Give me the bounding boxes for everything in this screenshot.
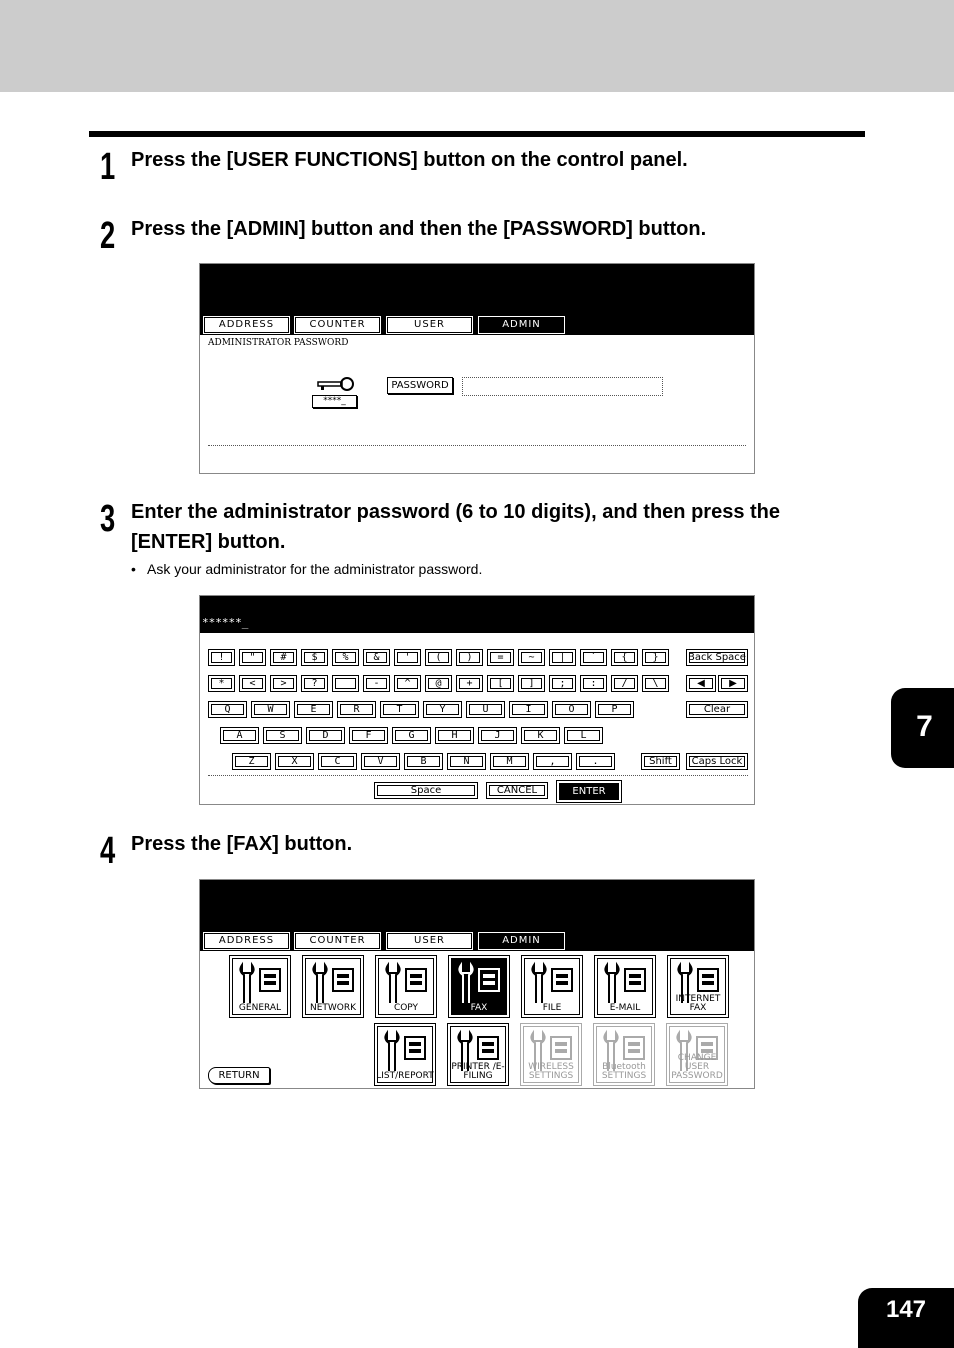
keyboard-key[interactable]: T xyxy=(380,701,419,718)
cancel-button[interactable]: CANCEL xyxy=(486,782,548,799)
printer-efiling-button-label: PRINTER /E-FILING xyxy=(451,1062,505,1081)
file-button[interactable] xyxy=(521,955,583,1018)
copy-button[interactable] xyxy=(375,955,437,1018)
general-button[interactable] xyxy=(229,955,291,1018)
copy-button-icon xyxy=(382,961,432,1003)
file-button-label: FILE xyxy=(542,1003,562,1013)
tab-admin[interactable]: ADMIN xyxy=(479,317,564,333)
keyboard-key[interactable]: X xyxy=(275,753,314,770)
arrow-left-key[interactable] xyxy=(686,675,716,692)
keyboard-key[interactable]: # xyxy=(270,649,297,666)
keyboard-key[interactable]: Y xyxy=(423,701,462,718)
keyboard-key[interactable]: ) xyxy=(456,649,483,666)
file-button-icon xyxy=(528,961,578,1003)
step-1-text: Press the [USER FUNCTIONS] button on the control panel. xyxy=(131,149,688,171)
keyboard-key[interactable]: Z xyxy=(232,753,271,770)
keyboard-key[interactable]: I xyxy=(509,701,548,718)
e-mail-button-label: E-MAIL xyxy=(609,1003,641,1013)
keyboard-key[interactable]: - xyxy=(363,675,390,692)
keyboard-key[interactable]: ; xyxy=(549,675,576,692)
network-button-icon xyxy=(309,961,359,1003)
key-icon xyxy=(316,376,356,396)
note xyxy=(131,561,482,577)
keyboard-key[interactable]: D xyxy=(306,727,345,744)
keyboard-key[interactable]: * xyxy=(208,675,235,692)
e-mail-button[interactable] xyxy=(594,955,656,1018)
password-entry-display: ******_ xyxy=(202,616,249,629)
keyboard-key[interactable]: H xyxy=(435,727,474,744)
keyboard-screen xyxy=(199,595,755,805)
keyboard-divider xyxy=(208,775,748,776)
step-4-text: Press the [FAX] button. xyxy=(131,833,353,855)
keyboard-key[interactable]: " xyxy=(239,649,266,666)
note-bullet: • xyxy=(131,561,136,577)
note-text: Ask your administrator for the administrator password. xyxy=(147,561,483,577)
keyboard-key[interactable]: Q xyxy=(208,701,247,718)
keyboard-key[interactable]: | xyxy=(549,649,576,666)
chapter-tab: 7 xyxy=(891,688,954,768)
list-report-button[interactable] xyxy=(374,1023,436,1086)
caps-lock-key[interactable]: Caps Lock xyxy=(686,753,748,770)
keyboard-key[interactable]: : xyxy=(580,675,607,692)
keyboard-key[interactable]: G xyxy=(392,727,431,744)
internet-fax-button-label: INTERNET FAX xyxy=(675,994,721,1013)
section-rule xyxy=(89,131,865,137)
wireless-settings-button xyxy=(520,1023,582,1086)
change-user-password-button-label: CHANGE USER PASSWORD xyxy=(671,1053,723,1081)
bluetooth-settings-button xyxy=(593,1023,655,1086)
tab-user[interactable]: USER xyxy=(387,933,472,949)
keyboard-key[interactable]: < xyxy=(239,675,266,692)
page-number: 147 xyxy=(858,1288,954,1348)
fax-button-label: FAX xyxy=(470,1003,488,1013)
bluetooth-settings-button-label: Bluetooth SETTINGS xyxy=(601,1062,647,1081)
keyboard-key[interactable]: O xyxy=(552,701,591,718)
keyboard-key[interactable]: P xyxy=(595,701,634,718)
input-display-bar xyxy=(200,596,754,633)
fax-button[interactable] xyxy=(448,955,510,1018)
keyboard-key[interactable]: $ xyxy=(301,649,328,666)
admin-password-screen xyxy=(199,263,755,474)
enter-button[interactable]: ENTER xyxy=(556,780,622,803)
e-mail-button-icon xyxy=(601,961,651,1003)
tab-counter[interactable]: COUNTER xyxy=(295,933,380,949)
network-button[interactable] xyxy=(302,955,364,1018)
keyboard-key[interactable]: K xyxy=(521,727,560,744)
keyboard-key[interactable]: N xyxy=(447,753,486,770)
password-button[interactable]: PASSWORD xyxy=(387,377,453,394)
keyboard-key[interactable]: E xyxy=(294,701,333,718)
keyboard-key[interactable]: M xyxy=(490,753,529,770)
keyboard-key[interactable]: L xyxy=(564,727,603,744)
step-3-number: 3 xyxy=(100,498,116,540)
keyboard-key[interactable]: ( xyxy=(425,649,452,666)
admin-password-label: ADMINISTRATOR PASSWORD xyxy=(208,338,349,348)
keyboard-key[interactable]: ' xyxy=(394,649,421,666)
clear-key[interactable]: Clear xyxy=(686,701,748,718)
space-key[interactable]: Space xyxy=(374,782,478,799)
shift-key[interactable]: Shift xyxy=(641,753,680,770)
keyboard-key[interactable]: > xyxy=(270,675,297,692)
keyboard-key[interactable]: , xyxy=(533,753,572,770)
return-button[interactable]: RETURN xyxy=(208,1067,270,1084)
general-button-icon xyxy=(236,961,286,1003)
step-1-number: 1 xyxy=(100,146,116,188)
tab-counter[interactable]: COUNTER xyxy=(295,317,380,333)
divider xyxy=(208,445,746,446)
change-user-password-button xyxy=(666,1023,728,1086)
keyboard-key[interactable]: R xyxy=(337,701,376,718)
keyboard-key[interactable]: ! xyxy=(208,649,235,666)
list-report-button-icon xyxy=(381,1029,431,1071)
fax-button-icon xyxy=(455,961,505,1003)
list-report-button-label: LIST/REPORT xyxy=(376,1071,434,1081)
keyboard-key[interactable]: % xyxy=(332,649,359,666)
general-button-label: GENERAL xyxy=(238,1003,282,1013)
keyboard-key[interactable]: \ xyxy=(642,675,669,692)
keyboard-key[interactable]: @ xyxy=(425,675,452,692)
keyboard-key[interactable]: _ xyxy=(332,675,359,692)
arrow-right-icon: ▶ xyxy=(729,678,737,689)
keyboard-key[interactable]: . xyxy=(576,753,615,770)
keyboard-key[interactable]: [ xyxy=(487,675,514,692)
tab-address[interactable]: ADDRESS xyxy=(204,317,289,333)
keyboard-key[interactable]: ? xyxy=(301,675,328,692)
header-band xyxy=(0,0,954,92)
printer-efiling-button[interactable] xyxy=(447,1023,509,1086)
masked-password-display: ****_ xyxy=(312,395,357,408)
keyboard-key[interactable]: ^ xyxy=(394,675,421,692)
step-4-number: 4 xyxy=(100,830,116,872)
step-3-text: Enter the administrator password (6 to 10 digits), and then press the [ENTER] button. xyxy=(131,501,781,553)
keyboard-key[interactable]: / xyxy=(611,675,638,692)
password-input[interactable] xyxy=(462,377,663,396)
keyboard-key[interactable]: U xyxy=(466,701,505,718)
step-2-number: 2 xyxy=(100,215,116,257)
step-2-text: Press the [ADMIN] button and then the [PASSWORD] button. xyxy=(131,218,707,240)
arrow-right-key[interactable] xyxy=(718,675,748,692)
keyboard-key[interactable]: & xyxy=(363,649,390,666)
keyboard-key[interactable]: = xyxy=(487,649,514,666)
network-button-label: NETWORK xyxy=(309,1003,357,1013)
keyboard-key[interactable]: { xyxy=(611,649,638,666)
tab-address[interactable]: ADDRESS xyxy=(204,933,289,949)
keyboard-key[interactable]: F xyxy=(349,727,388,744)
keyboard-key[interactable]: W xyxy=(251,701,290,718)
keyboard-key[interactable]: } xyxy=(642,649,669,666)
arrow-left-icon: ◀ xyxy=(697,678,705,689)
wireless-settings-button-label: WIRELESS SETTINGS xyxy=(528,1062,574,1081)
keyboard-key[interactable]: V xyxy=(361,753,400,770)
keyboard-key[interactable]: S xyxy=(263,727,302,744)
keyboard-key[interactable]: ] xyxy=(518,675,545,692)
keyboard-key[interactable]: A xyxy=(220,727,259,744)
keyboard-key[interactable]: C xyxy=(318,753,357,770)
internet-fax-button[interactable] xyxy=(667,955,729,1018)
keyboard-key[interactable]: ` xyxy=(580,649,607,666)
admin-menu-screen xyxy=(199,879,755,1089)
keyboard-key[interactable]: + xyxy=(456,675,483,692)
keyboard-key[interactable]: ~ xyxy=(518,649,545,666)
copy-button-label: COPY xyxy=(393,1003,419,1013)
tab-admin[interactable]: ADMIN xyxy=(479,933,564,949)
tab-user[interactable]: USER xyxy=(387,317,472,333)
back-space-key[interactable]: Back Space xyxy=(686,649,748,666)
keyboard-key[interactable]: B xyxy=(404,753,443,770)
keyboard-key[interactable]: J xyxy=(478,727,517,744)
